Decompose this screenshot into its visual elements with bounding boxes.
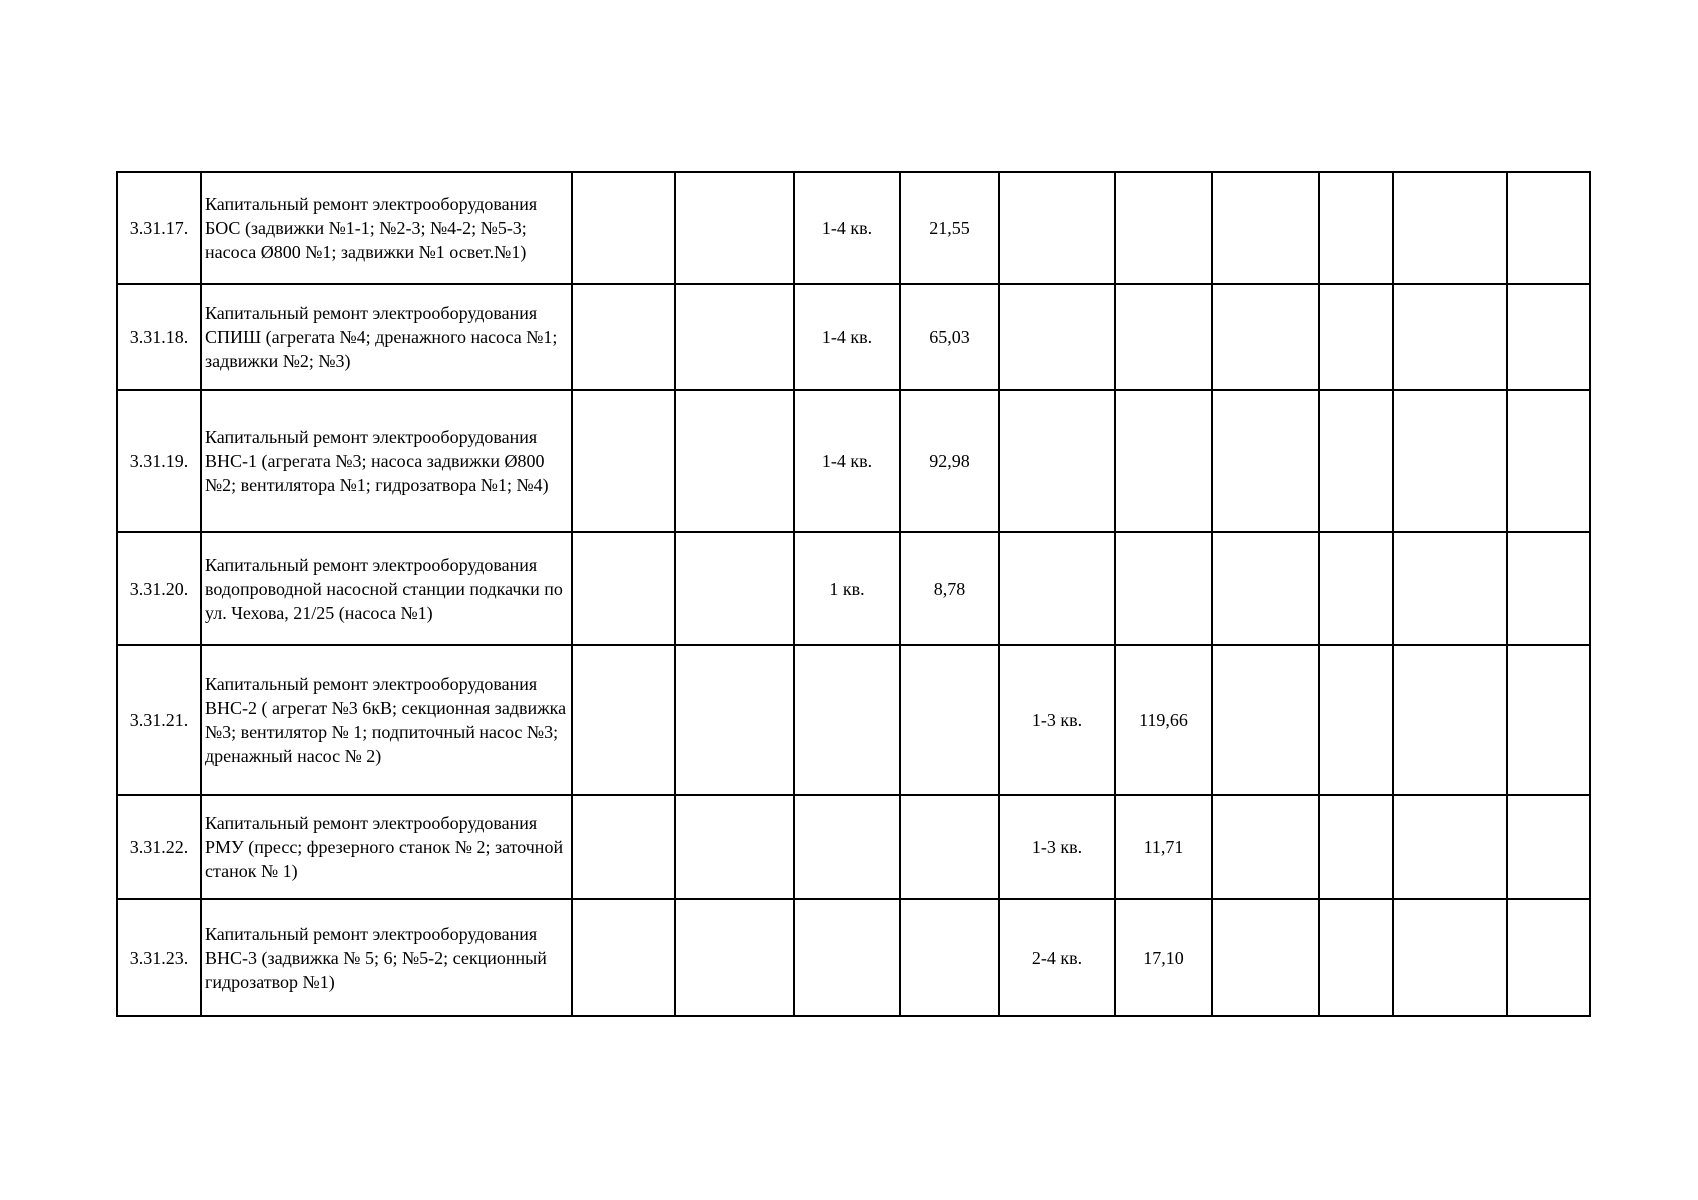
period-b-cell — [999, 172, 1115, 284]
table-row — [117, 532, 1590, 645]
table-row — [117, 172, 1590, 284]
empty-cell — [675, 532, 794, 645]
empty-cell — [675, 795, 794, 899]
empty-cell — [572, 172, 675, 284]
amount-b-cell — [1115, 284, 1212, 390]
empty-cell — [1393, 284, 1507, 390]
period-a-cell: 1 кв. — [794, 532, 900, 645]
empty-cell — [1393, 795, 1507, 899]
amount-b-cell — [1115, 532, 1212, 645]
empty-cell — [675, 645, 794, 795]
table-row — [117, 284, 1590, 390]
empty-cell — [1212, 645, 1319, 795]
empty-cell — [1212, 899, 1319, 1016]
empty-cell — [1393, 645, 1507, 795]
period-b-cell — [999, 390, 1115, 532]
period-b-cell — [999, 532, 1115, 645]
empty-cell — [1212, 390, 1319, 532]
period-a-cell — [794, 899, 900, 1016]
table-body — [117, 172, 1590, 1016]
empty-cell — [1319, 795, 1393, 899]
item-number-cell: 3.31.20. — [117, 532, 201, 645]
empty-cell — [1319, 390, 1393, 532]
empty-cell — [1507, 284, 1590, 390]
work-description-cell: Капитальный ремонт электрооборудования ВНС-2 ( агрегат №3 6кВ; секционная задвижка №3; вентилятор № 1; подпиточный насос №3; дренажный насос № 2) — [201, 645, 572, 795]
empty-cell — [1393, 532, 1507, 645]
amount-b-cell: 11,71 — [1115, 795, 1212, 899]
period-a-cell: 1-4 кв. — [794, 284, 900, 390]
period-b-cell — [999, 284, 1115, 390]
empty-cell — [572, 284, 675, 390]
empty-cell — [1212, 795, 1319, 899]
table-row — [117, 645, 1590, 795]
empty-cell — [675, 172, 794, 284]
empty-cell — [572, 899, 675, 1016]
empty-cell — [1319, 532, 1393, 645]
work-description-cell: Капитальный ремонт электрооборудования водопроводной насосной станции подкачки по ул. Чехова, 21/25 (насоса №1) — [201, 532, 572, 645]
empty-cell — [572, 795, 675, 899]
empty-cell — [1393, 899, 1507, 1016]
period-a-cell: 1-4 кв. — [794, 172, 900, 284]
empty-cell — [1393, 172, 1507, 284]
empty-cell — [675, 390, 794, 532]
amount-a-cell — [900, 795, 999, 899]
amount-b-cell — [1115, 172, 1212, 284]
table-row — [117, 795, 1590, 899]
work-description-cell: Капитальный ремонт электрооборудования ВНС-1 (агрегата №3; насоса задвижки Ø800 №2; вентилятора №1; гидрозатвора №1; №4) — [201, 390, 572, 532]
empty-cell — [1212, 532, 1319, 645]
amount-a-cell: 8,78 — [900, 532, 999, 645]
work-description-cell: Капитальный ремонт электрооборудования СПИШ (агрегата №4; дренажного насоса №1; задвижки №2; №3) — [201, 284, 572, 390]
empty-cell — [1507, 390, 1590, 532]
work-description-cell: Капитальный ремонт электрооборудования ВНС-3 (задвижка № 5; 6; №5-2; секционный гидрозатвор №1) — [201, 899, 572, 1016]
empty-cell — [1212, 172, 1319, 284]
work-description-cell: Капитальный ремонт электрооборудования РМУ (пресс; фрезерного станок № 2; заточной станок № 1) — [201, 795, 572, 899]
empty-cell — [572, 532, 675, 645]
period-a-cell: 1-4 кв. — [794, 390, 900, 532]
empty-cell — [1393, 390, 1507, 532]
amount-a-cell: 21,55 — [900, 172, 999, 284]
empty-cell — [1319, 284, 1393, 390]
period-b-cell: 1-3 кв. — [999, 645, 1115, 795]
period-a-cell — [794, 645, 900, 795]
item-number-cell: 3.31.23. — [117, 899, 201, 1016]
empty-cell — [1319, 899, 1393, 1016]
empty-cell — [1507, 899, 1590, 1016]
item-number-cell: 3.31.21. — [117, 645, 201, 795]
item-number-cell: 3.31.19. — [117, 390, 201, 532]
amount-a-cell: 92,98 — [900, 390, 999, 532]
empty-cell — [1507, 172, 1590, 284]
work-plan-table — [116, 171, 1591, 1017]
empty-cell — [1507, 532, 1590, 645]
amount-a-cell — [900, 645, 999, 795]
item-number-cell: 3.31.18. — [117, 284, 201, 390]
empty-cell — [1319, 172, 1393, 284]
empty-cell — [675, 284, 794, 390]
empty-cell — [1212, 284, 1319, 390]
amount-b-cell — [1115, 390, 1212, 532]
period-b-cell: 2-4 кв. — [999, 899, 1115, 1016]
table-row — [117, 899, 1590, 1016]
period-b-cell: 1-3 кв. — [999, 795, 1115, 899]
item-number-cell: 3.31.22. — [117, 795, 201, 899]
table-row — [117, 390, 1590, 532]
amount-a-cell — [900, 899, 999, 1016]
empty-cell — [675, 899, 794, 1016]
empty-cell — [1507, 795, 1590, 899]
amount-a-cell: 65,03 — [900, 284, 999, 390]
empty-cell — [572, 645, 675, 795]
amount-b-cell: 17,10 — [1115, 899, 1212, 1016]
period-a-cell — [794, 795, 900, 899]
empty-cell — [1319, 645, 1393, 795]
item-number-cell: 3.31.17. — [117, 172, 201, 284]
work-description-cell: Капитальный ремонт электрооборудования БОС (задвижки №1-1; №2-3; №4-2; №5-3; насоса Ø800 №1; задвижки №1 освет.№1) — [201, 172, 572, 284]
amount-b-cell: 119,66 — [1115, 645, 1212, 795]
empty-cell — [572, 390, 675, 532]
empty-cell — [1507, 645, 1590, 795]
